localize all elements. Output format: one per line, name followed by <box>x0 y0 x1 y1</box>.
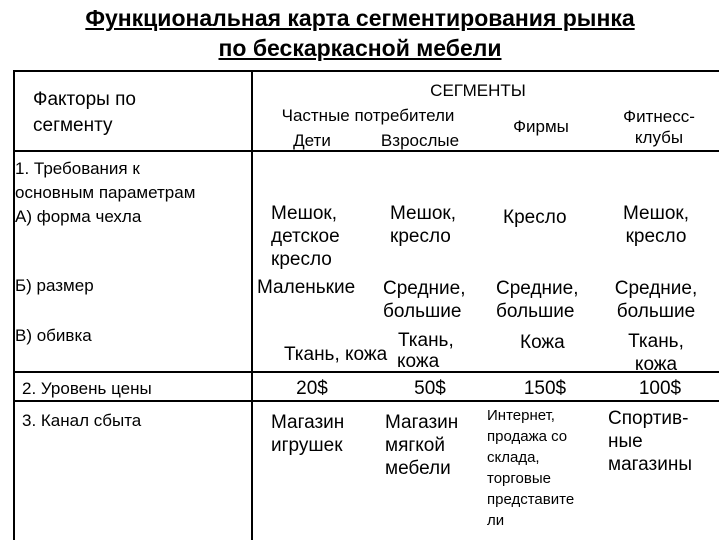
factor-price-level: 2. Уровень цены <box>22 379 152 398</box>
fitness-header: Фитнесс- клубы <box>623 107 695 147</box>
fitness-upholstery: Ткань, кожа <box>628 331 684 375</box>
firms-header: Фирмы <box>513 117 569 136</box>
fitness-shape: Мешок, кресло <box>622 203 690 247</box>
children-channel: Магазин игрушек <box>271 412 345 456</box>
factor-upholstery: В) обивка <box>15 326 92 345</box>
page-title-line-1: Функциональная карта сегментирования рынка <box>85 5 635 31</box>
factor-requirements: 1. Требования к основным параметрам А) форма чехла <box>15 159 196 226</box>
factor-sales-channel: 3. Канал сбыта <box>22 411 142 430</box>
fitness-size: Средние, большие <box>614 278 698 322</box>
firms-price: 150$ <box>523 378 567 399</box>
firms-upholstery: Кожа <box>520 332 565 353</box>
factors-header: Факторы по сегменту <box>33 89 136 136</box>
children-header: Дети <box>293 131 331 150</box>
page-title-line-2: по бескаркасной мебели <box>218 35 502 61</box>
segments-header: СЕГМЕНТЫ <box>430 81 526 100</box>
header-divider <box>13 150 719 152</box>
table-top-border <box>13 70 719 72</box>
private-consumers-header: Частные потребители <box>281 106 455 125</box>
channel-row-divider <box>13 400 719 402</box>
adults-channel: Магазин мягкой мебели <box>385 412 459 479</box>
fitness-channel: Спортив- ные магазины <box>608 408 692 475</box>
children-shape: Мешок, детское кресло <box>271 203 340 270</box>
adults-price: 50$ <box>414 378 446 399</box>
adults-shape: Мешок, кресло <box>390 203 457 247</box>
children-upholstery: Ткань, кожа <box>284 344 388 365</box>
factor-size: Б) размер <box>15 276 94 295</box>
firms-channel: Интернет, продажа со склада, торговые представите ли <box>487 407 575 529</box>
table-left-border <box>13 70 15 540</box>
firms-size: Средние, большие <box>496 278 579 322</box>
price-row-divider <box>13 371 719 373</box>
children-size: Маленькие <box>257 277 356 298</box>
factors-column-divider <box>251 70 253 540</box>
adults-header: Взрослые <box>380 131 460 150</box>
adults-size: Средние, большие <box>383 278 466 322</box>
children-price: 20$ <box>296 378 328 399</box>
adults-upholstery-2: кожа <box>397 351 440 372</box>
fitness-price: 100$ <box>638 378 682 399</box>
adults-upholstery-1: Ткань, <box>398 330 454 351</box>
firms-shape: Кресло <box>503 207 567 228</box>
